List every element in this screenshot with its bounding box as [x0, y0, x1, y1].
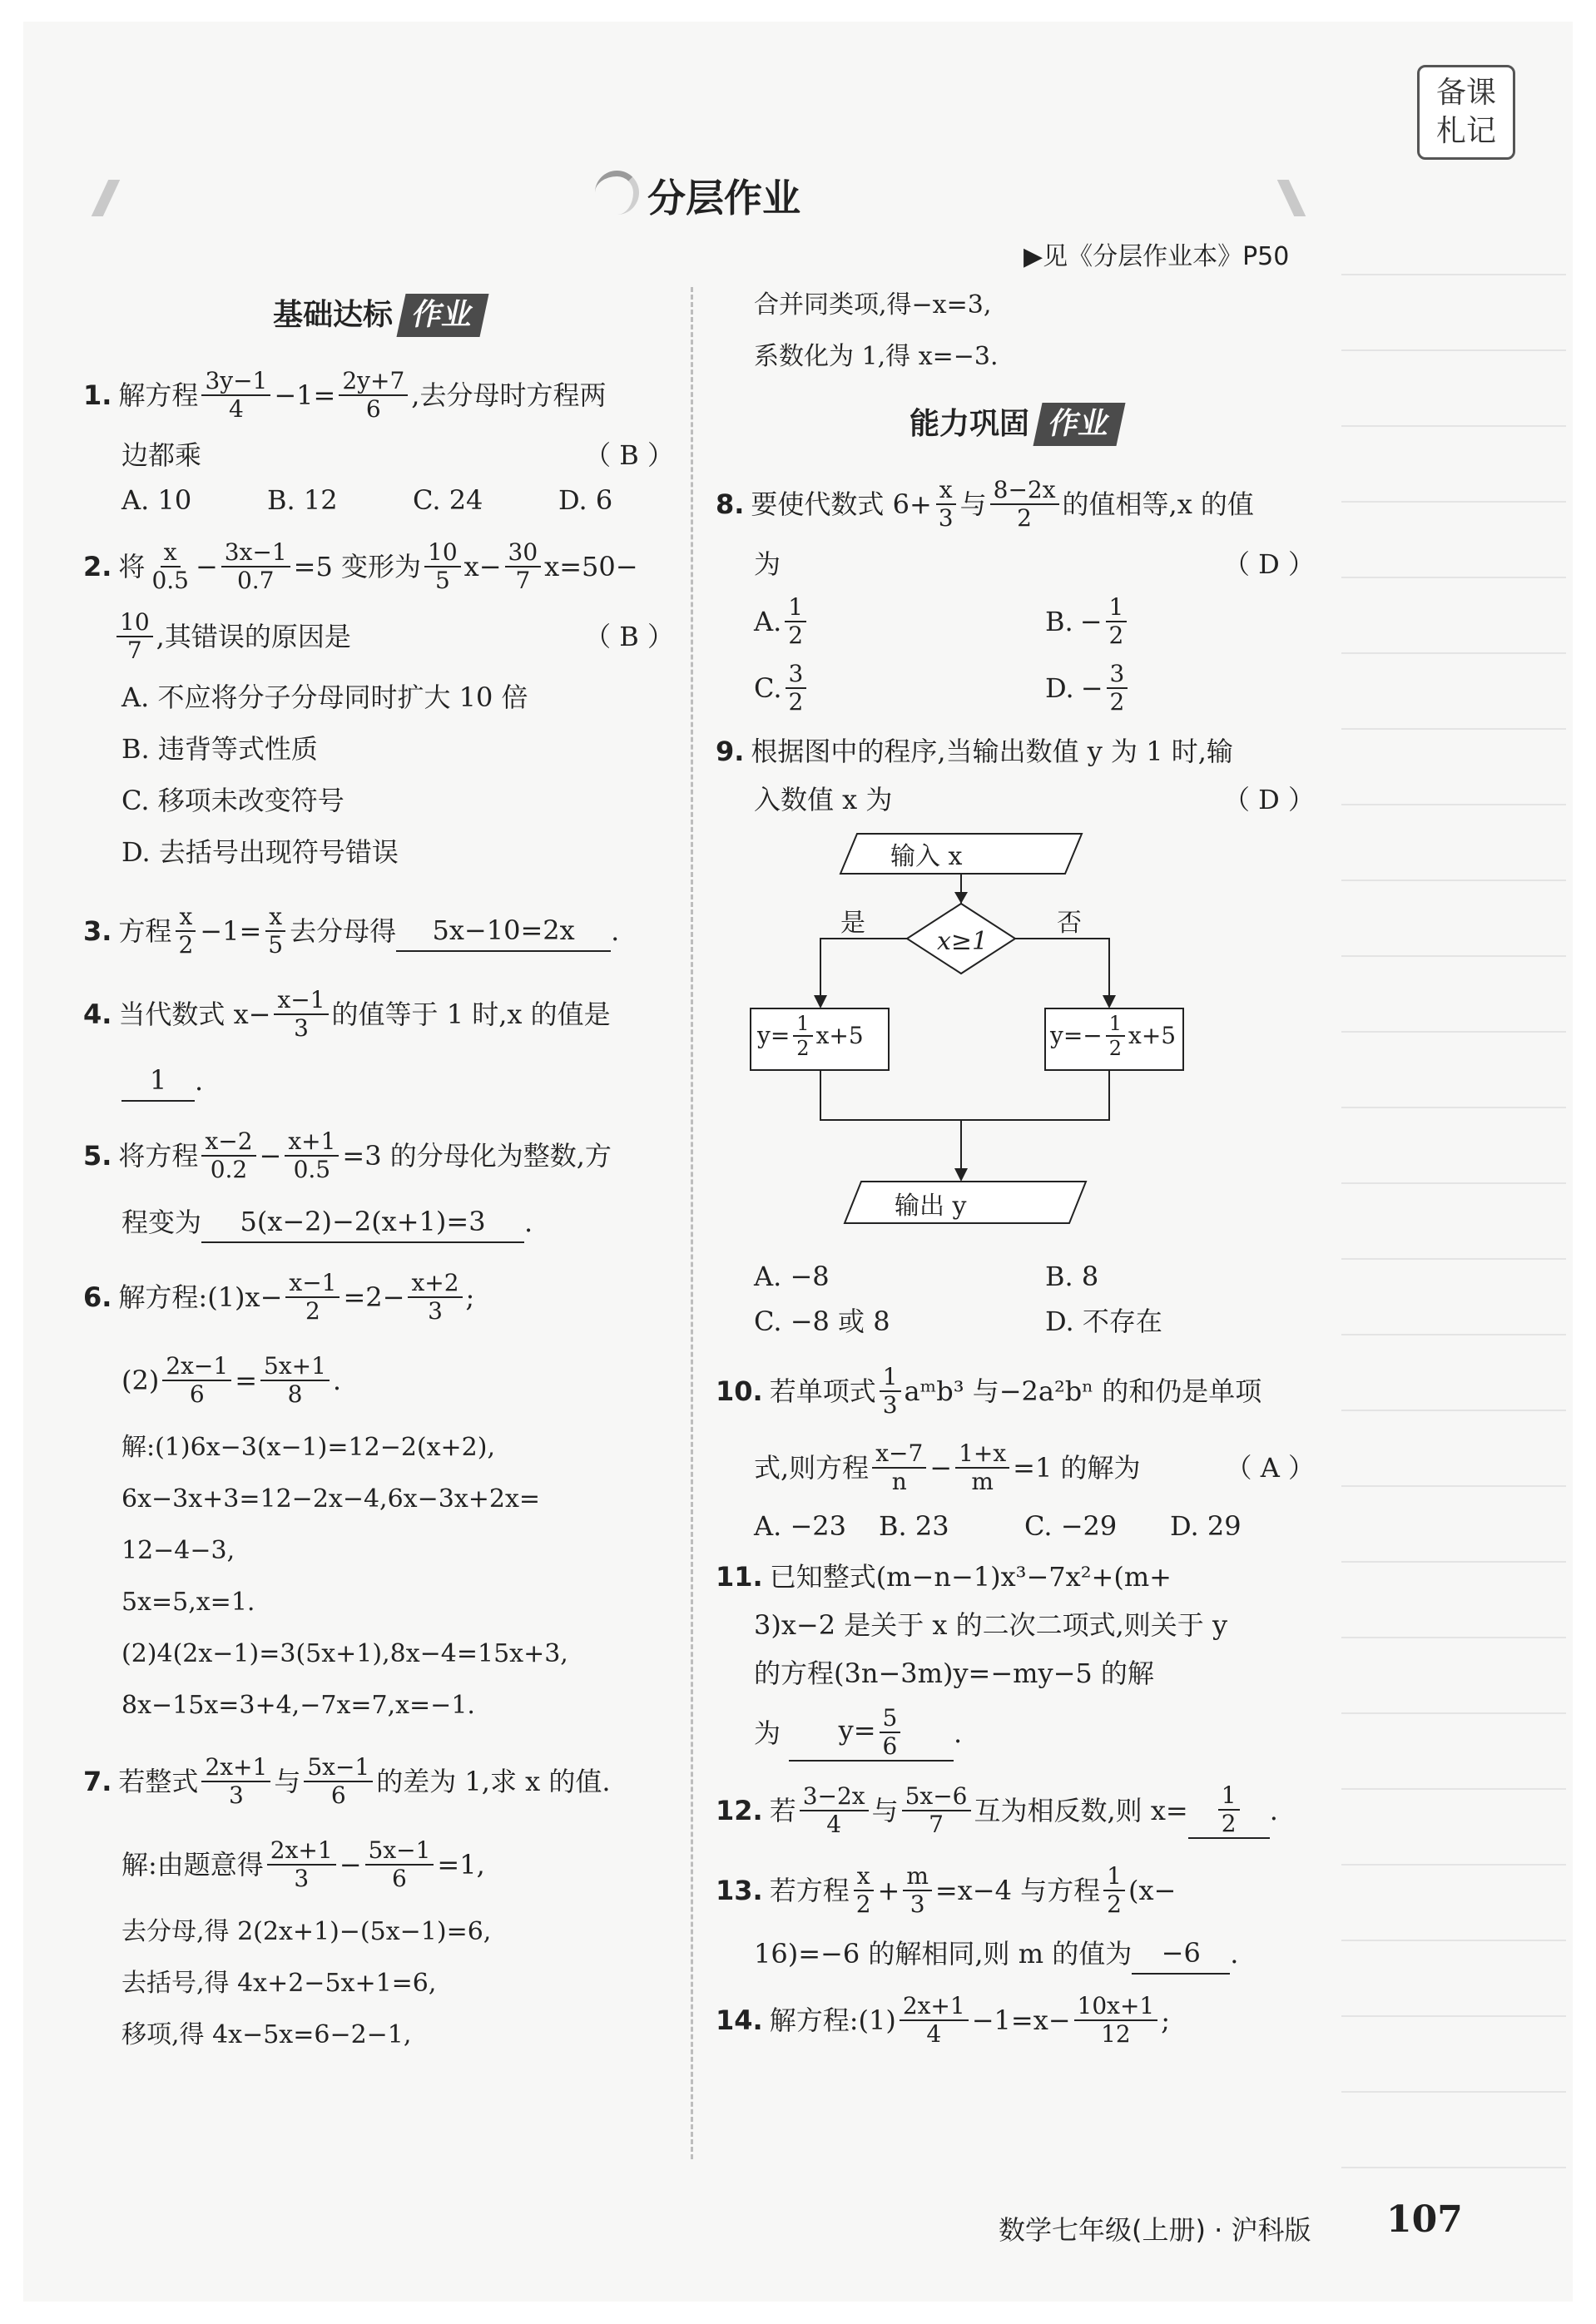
q10-answer: （ A ）: [1225, 1452, 1315, 1484]
q7-step: 移项,得 4x−5x=6−2−1,: [121, 2020, 412, 2049]
q2-option-c: C. 移项未改变符号: [121, 785, 344, 816]
q8-line2: 为: [754, 548, 781, 580]
q11-line2: 3)x−2 是关于 x 的二次二项式,则关于 y: [754, 1609, 1228, 1641]
q2-options: [121, 671, 674, 878]
q2-line2: ,其错误的原因是: [156, 621, 351, 652]
q7-sol-frac-2: $\frac{5x-1}{6}$: [365, 1837, 434, 1892]
q3-end: .: [611, 915, 620, 947]
q6-solution-line: 5x=5,x=1.: [121, 1588, 255, 1617]
q2-frac-4: $\frac{30}{7}$: [505, 539, 542, 594]
q2-number: 2.: [83, 551, 112, 582]
q2-text-post: x=50−: [544, 551, 638, 582]
q2-frac-3: $\frac{10}{5}$: [424, 539, 461, 594]
question-12: [716, 1769, 1315, 1852]
q10-option-a: A. −23: [754, 1510, 846, 1542]
q13-answer-blank: −6: [1132, 1933, 1230, 1975]
q8-option-a: A. $\frac{1}{2}$: [754, 594, 1045, 649]
right-column: [716, 283, 1315, 2062]
q13-frac-3: $\frac{1}{2}$: [1103, 1863, 1125, 1918]
q10-text: 若单项式: [769, 1375, 876, 1407]
question-6: [83, 1256, 674, 1732]
q4-frac: $\frac{x-1}{3}$: [274, 987, 328, 1042]
q2-op: −: [195, 551, 218, 582]
flow-merge: [820, 1070, 1109, 1120]
q11-line1: 已知整式(m−n−1)x³−7x²+(m+: [769, 1561, 1172, 1593]
q4-number: 4.: [83, 998, 112, 1030]
q6-solution-line: 6x−3x+3=12−2x−4,6x−3x+2x=: [121, 1484, 541, 1514]
note-lines: [1341, 200, 1566, 2180]
flow-condition-label: x≥1: [937, 927, 989, 956]
q10-frac-2: $\frac{x-7}{n}$: [872, 1440, 926, 1495]
q11-line4: 为: [754, 1717, 781, 1749]
flow-right-formula: y=− $\frac{1}{2}$ x+5: [1050, 1012, 1177, 1060]
q13-line2: 16)=−6 的解相同,则 m 的值为: [754, 1938, 1133, 1970]
q9-options: [754, 1256, 1315, 1341]
q1-option-d: D. 6: [558, 484, 613, 516]
q8-option-c: C. $\frac{3}{2}$: [754, 661, 1045, 716]
q4-text: 当代数式 x−: [118, 998, 271, 1030]
q9-line1: 根据图中的程序,当输出数值 y 为 1 时,输: [751, 736, 1233, 767]
q10-line2-post: =1 的解为: [1013, 1452, 1141, 1484]
q7-frac-1: $\frac{2x+1}{3}$: [201, 1754, 270, 1809]
q3-answer-blank: 5x−10=2x: [396, 910, 611, 952]
q7-step: 去分母,得 2(2x+1)−(5x−1)=6,: [121, 1917, 492, 1946]
q12-text-post: 互为相反数,则 x=: [974, 1795, 1188, 1826]
q6-frac-3: $\frac{2x-1}{6}$: [162, 1353, 231, 1408]
q3-text-mid: −1=: [200, 915, 262, 947]
q10-frac-3: $\frac{1+x}{m}$: [955, 1440, 1009, 1495]
flow-branch-no: [1015, 939, 1109, 998]
q7-text-post: 的差为 1,求 x 的值.: [376, 1766, 611, 1797]
flow-arrowhead: [954, 892, 968, 904]
q7-step: 去括号,得 4x+2−5x+1=6,: [121, 1969, 437, 1998]
q8-options: [754, 594, 1315, 716]
q6-solution-line: 12−4−3,: [121, 1536, 235, 1565]
q6-text-post: ;: [465, 1281, 475, 1313]
page-title: 分层作业: [647, 176, 800, 221]
q7-step: 系数化为 1,得 x=−3.: [754, 342, 999, 371]
q7-steps-continued: [754, 280, 1315, 383]
q1-answer: （ B ）: [584, 439, 674, 471]
q8-text-mid: 与: [959, 488, 987, 520]
footer-book-title: 数学七年级(上册) · 沪科版: [999, 2214, 1311, 2246]
q12-end: .: [1269, 1795, 1278, 1826]
q2-answer: （ B ）: [584, 621, 674, 652]
flow-no-label: 否: [1057, 909, 1082, 938]
stamp-line2: 札记: [1435, 114, 1496, 148]
flow-arrowhead: [814, 995, 827, 1008]
q7-sol-end: =1,: [437, 1849, 485, 1881]
q12-frac-2: $\frac{5x-6}{7}$: [902, 1783, 971, 1838]
q1-text: 解方程: [118, 379, 199, 411]
q14-end: ;: [1161, 2004, 1171, 2036]
q7-number: 7.: [83, 1766, 112, 1797]
q1-option-c: C. 24: [413, 484, 483, 516]
question-5: [83, 1114, 674, 1247]
q2-frac-5: $\frac{10}{7}$: [116, 609, 153, 664]
q10-frac-1: $\frac{1}{3}$: [880, 1364, 901, 1419]
q6-solution-line: 解:(1)6x−3(x−1)=12−2(x+2),: [121, 1433, 496, 1462]
flow-arrowhead: [1103, 995, 1116, 1008]
q7-text: 若整式: [118, 1766, 199, 1797]
q13-op: +: [877, 1875, 900, 1906]
q2-frac-2: $\frac{3x-1}{0.7}$: [221, 539, 290, 594]
q5-frac-1: $\frac{x-2}{0.2}$: [201, 1128, 255, 1183]
question-10: [716, 1353, 1315, 1546]
q9-answer: （ D ）: [1222, 784, 1315, 815]
q4-text-post: 的值等于 1 时,x 的值是: [331, 998, 611, 1030]
section-basic: [83, 294, 674, 337]
q6-frac-1: $\frac{x-1}{2}$: [285, 1270, 340, 1325]
question-9: [716, 727, 1315, 1341]
q13-end: .: [1230, 1938, 1239, 1970]
q5-end: .: [524, 1207, 533, 1238]
section-basic-label: 基础达标: [272, 298, 393, 332]
q9-option-b: B. 8: [1045, 1261, 1099, 1292]
left-column: [83, 287, 674, 2061]
section-advanced-tag: 作业: [1033, 403, 1125, 446]
q2-option-a: A. 不应将分子分母同时扩大 10 倍: [121, 681, 528, 713]
q12-answer-blank: $\frac{1}{2}$: [1188, 1782, 1270, 1839]
reference-note: ▶见《分层作业本》P50: [1024, 242, 1290, 271]
q3-frac-1: $\frac{x}{2}$: [175, 904, 196, 959]
question-11: [716, 1553, 1315, 1769]
q8-option-d: D. − $\frac{3}{2}$: [1045, 661, 1295, 716]
q7-frac-2: $\frac{5x-1}{6}$: [304, 1754, 373, 1809]
q10-text-post: aᵐb³ 与−2a²bⁿ 的和仍是单项: [904, 1375, 1262, 1407]
section-basic-tag: 作业: [396, 294, 488, 337]
q6-frac-2: $\frac{x+2}{3}$: [408, 1270, 462, 1325]
q6-solution: [121, 1422, 674, 1732]
q8-text-post: 的值相等,x 的值: [1062, 488, 1254, 520]
q1-options: [121, 480, 674, 520]
q4-answer-blank: 1: [121, 1060, 195, 1102]
q2-text: 将: [118, 551, 146, 582]
q8-option-b: B. − $\frac{1}{2}$: [1045, 594, 1295, 649]
q10-line2: 式,则方程: [754, 1452, 870, 1484]
q2-option-b: B. 违背等式性质: [121, 733, 318, 765]
q8-number: 8.: [716, 488, 745, 520]
q1-number: 1.: [83, 379, 112, 411]
q3-text-post: 去分母得: [290, 915, 397, 947]
q12-number: 12.: [716, 1795, 763, 1826]
flow-yes-label: 是: [840, 909, 865, 938]
q14-frac-2: $\frac{10x+1}{12}$: [1074, 1993, 1158, 2048]
question-4: [83, 973, 674, 1106]
page-number: 107: [1386, 2198, 1463, 2241]
q13-frac-1: $\frac{x}{2}$: [853, 1863, 875, 1918]
question-1: [83, 360, 674, 520]
q8-answer: （ D ）: [1222, 548, 1315, 580]
q14-number: 14.: [716, 2004, 763, 2036]
q6-solution-line: (2)4(2x−1)=3(5x+1),8x−4=15x+3,: [121, 1639, 568, 1668]
q11-line3: 的方程(3n−3m)y=−my−5 的解: [754, 1658, 1154, 1689]
q12-text-mid: 与: [871, 1795, 899, 1826]
q12-frac-1: $\frac{3-2x}{4}$: [800, 1783, 869, 1838]
q13-frac-2: $\frac{m}{3}$: [903, 1863, 932, 1918]
q9-option-d: D. 不存在: [1045, 1306, 1162, 1337]
q14-text-mid: −1=x−: [971, 2004, 1071, 2036]
q6-part2-eq: =: [235, 1365, 258, 1396]
section-advanced: [716, 403, 1315, 446]
q6-number: 6.: [83, 1281, 112, 1313]
flow-arrowhead: [954, 1168, 968, 1182]
q9-option-a: A. −8: [754, 1261, 830, 1292]
q5-answer-blank: 5(x−2)−2(x+1)=3: [201, 1202, 524, 1243]
q3-frac-2: $\frac{x}{5}$: [265, 904, 286, 959]
q6-text-mid: =2−: [343, 1281, 405, 1313]
q11-end: .: [954, 1717, 963, 1749]
q10-options: [754, 1506, 1315, 1546]
q9-option-c: C. −8 或 8: [754, 1306, 890, 1337]
q9-number: 9.: [716, 736, 745, 767]
q1-text-post: ,去分母时方程两: [411, 379, 607, 411]
q10-number: 10.: [716, 1375, 763, 1407]
q7-sol-op: −: [339, 1849, 362, 1881]
q1-line2: 边都乘: [121, 439, 202, 471]
q3-number: 3.: [83, 915, 112, 947]
q5-line2: 程变为: [121, 1207, 202, 1238]
q1-frac-1: $\frac{3y-1}{4}$: [201, 368, 270, 423]
question-14: [716, 1979, 1315, 2062]
q12-text: 若: [769, 1795, 796, 1826]
q8-frac-1: $\frac{x}{3}$: [935, 477, 957, 532]
q5-op: −: [259, 1140, 282, 1172]
q1-frac-2: $\frac{2y+7}{6}$: [339, 368, 408, 423]
q11-number: 11.: [716, 1561, 763, 1593]
q10-option-c: C. −29: [1024, 1510, 1118, 1542]
q13-number: 13.: [716, 1875, 763, 1906]
q7-steps: [121, 1906, 674, 2061]
section-advanced-label: 能力巩固: [909, 407, 1029, 441]
q1-option-a: A. 10: [121, 484, 192, 516]
question-7: [83, 1740, 674, 2061]
lesson-notes-stamp: [1417, 65, 1515, 160]
q2-frac-1: $\frac{x}{0.5}$: [151, 538, 189, 594]
q2-text-mid2: x−: [463, 551, 502, 582]
q6-part2: (2): [121, 1365, 160, 1396]
q14-frac-1: $\frac{2x+1}{4}$: [900, 1993, 969, 2048]
q5-number: 5.: [83, 1140, 112, 1172]
q1-text-mid: −1=: [274, 379, 336, 411]
flow-left-formula: y= $\frac{1}{2}$ x+5: [757, 1012, 864, 1060]
question-3: [83, 889, 674, 973]
q2-text-mid: =5 变形为: [293, 551, 422, 582]
q13-text-mid: =x−4 与方程: [934, 1875, 1101, 1906]
q2-option-d: D. 去括号出现符号错误: [121, 836, 399, 868]
q3-text: 方程: [118, 915, 172, 947]
flow-branch-yes: [820, 939, 907, 998]
q5-frac-2: $\frac{x+1}{0.5}$: [285, 1128, 339, 1183]
q9-line2: 入数值 x 为: [754, 784, 893, 815]
q11-answer-blank: y= $\frac{5}{6}$: [789, 1705, 954, 1762]
title-swirl-icon: [595, 171, 639, 215]
q7-sol-frac-1: $\frac{2x+1}{3}$: [267, 1837, 336, 1892]
flow-output-label: 输出 y: [895, 1192, 967, 1221]
q6-frac-4: $\frac{5x+1}{8}$: [260, 1353, 330, 1408]
q4-end: .: [195, 1065, 204, 1097]
q13-text: 若方程: [769, 1875, 850, 1906]
q14-text: 解方程:(1): [769, 2004, 896, 2036]
stamp-line1: 备课: [1435, 76, 1496, 110]
q7-text-mid: 与: [274, 1766, 301, 1797]
question-13: [716, 1852, 1315, 1979]
q6-part2-end: .: [332, 1365, 342, 1396]
question-2: [83, 532, 674, 878]
q10-option-b: B. 23: [879, 1510, 949, 1542]
q6-text: 解方程:(1)x−: [118, 1281, 283, 1313]
q1-option-b: B. 12: [267, 484, 338, 516]
q5-text: 将方程: [118, 1140, 199, 1172]
q6-solution-line: 8x−15x=3+4,−7x=7,x=−1.: [121, 1691, 475, 1720]
q7-solution-intro: 解:由题意得: [121, 1849, 264, 1881]
question-8: [716, 469, 1315, 716]
flow-input-label: 输入 x: [890, 842, 963, 871]
q5-text-post: =3 的分母化为整数,方: [342, 1140, 612, 1172]
q8-text: 要使代数式 6+: [751, 488, 932, 520]
q13-text-post: (x−: [1128, 1875, 1177, 1906]
column-divider: [691, 287, 693, 2159]
q7-step: 合并同类项,得−x=3,: [754, 290, 992, 320]
q9-flowchart: [716, 824, 1315, 1256]
q10-op: −: [929, 1452, 953, 1484]
q10-option-d: D. 29: [1170, 1510, 1242, 1542]
q8-frac-2: $\frac{8-2x}{2}$: [990, 477, 1059, 532]
